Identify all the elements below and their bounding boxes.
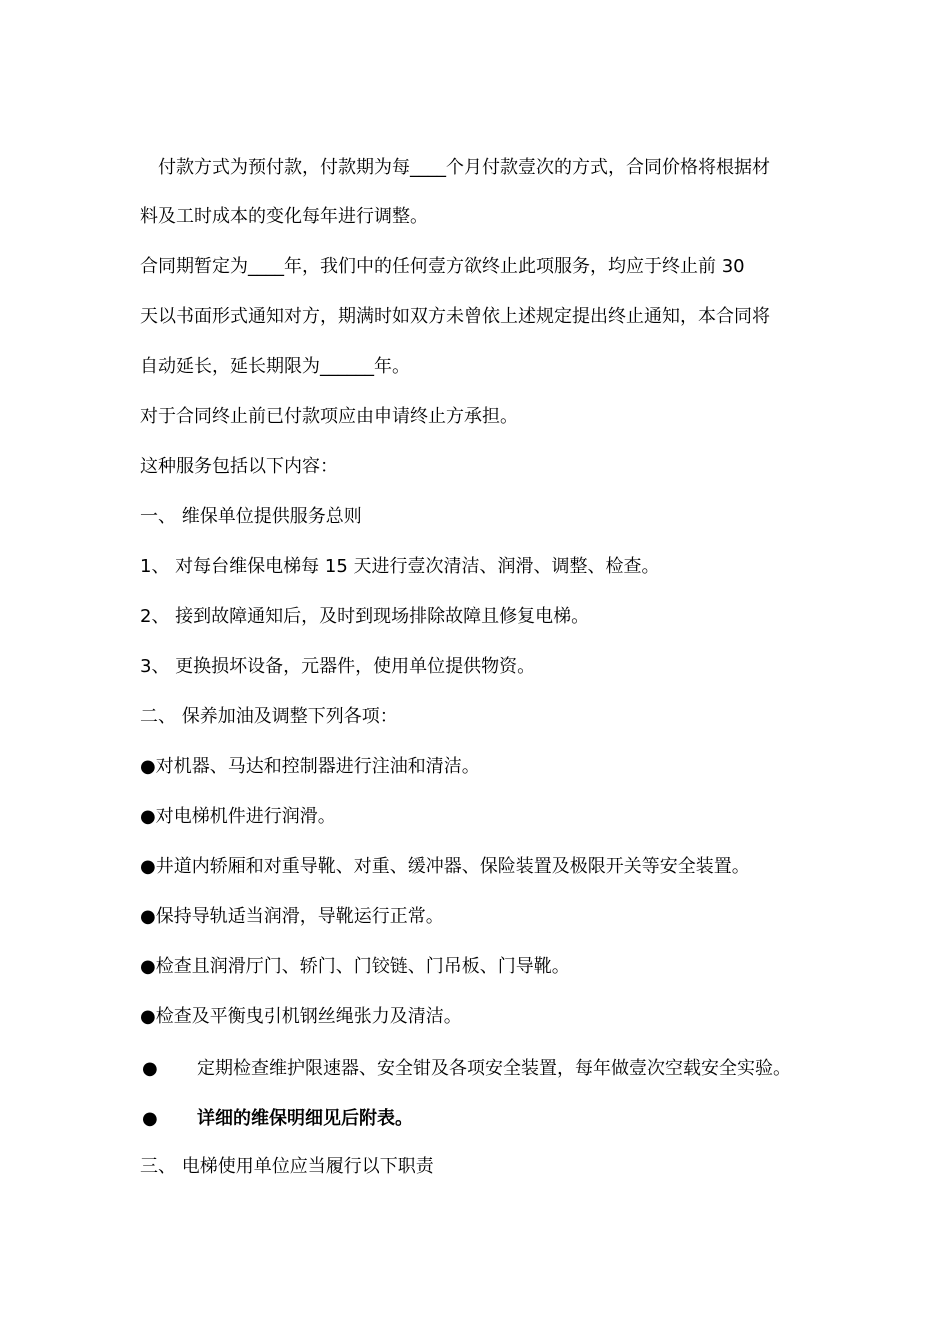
section-heading-2: 二、 保养加油及调整下列各项： <box>140 706 398 727</box>
list-item-2: 2、 接到故障通知后，及时到现场排除故障且修复电梯。 <box>140 606 590 627</box>
bullet-marker-governor: ● <box>142 1058 158 1079</box>
paragraph-term-line2: 天以书面形式通知对方，期满时如双方未曾依上述规定提出终止通知，本合同将 <box>140 306 770 327</box>
bullet-item-governor: 定期检查维护限速器、安全钳及各项安全装置，每年做壹次空载安全实验。 <box>197 1058 791 1079</box>
paragraph-term-line1: 合同期暂定为____年，我们中的任何壹方欲终止此项服务，均应于终止前 30 <box>140 256 745 277</box>
section-heading-3: 三、 电梯使用单位应当履行以下职责 <box>140 1156 434 1177</box>
bullet-item-shaft: ●井道内轿厢和对重导靴、对重、缓冲器、保险装置及极限开关等安全装置。 <box>140 856 750 877</box>
bullet-item-machine: ●对机器、马达和控制器进行注油和清洁。 <box>140 756 480 777</box>
list-item-3: 3、 更换损坏设备，元器件，使用单位提供物资。 <box>140 656 536 677</box>
bullet-item-ropes: ●检查及平衡曳引机钢丝绳张力及清洁。 <box>140 1006 462 1027</box>
bullet-item-appendix: 详细的维保明细见后附表。 <box>197 1108 413 1129</box>
paragraph-term-line3: 自动延长，延长期限为______年。 <box>140 356 410 377</box>
paragraph-termination-fee: 对于合同终止前已付款项应由申请终止方承担。 <box>140 406 518 427</box>
list-item-1: 1、 对每台维保电梯每 15 天进行壹次清洁、润滑、调整、检查。 <box>140 556 660 577</box>
paragraph-payment-line1: 付款方式为预付款，付款期为每____个月付款壹次的方式，合同价格将根据材 <box>158 157 770 178</box>
bullet-marker-appendix: ● <box>142 1108 158 1129</box>
paragraph-payment-line2: 料及工时成本的变化每年进行调整。 <box>140 206 428 227</box>
section-heading-1: 一、 维保单位提供服务总则 <box>140 506 362 527</box>
bullet-item-doors: ●检查且润滑厅门、轿门、门铰链、门吊板、门导靴。 <box>140 956 570 977</box>
bullet-item-lubrication: ●对电梯机件进行润滑。 <box>140 806 336 827</box>
paragraph-service-intro: 这种服务包括以下内容： <box>140 456 338 477</box>
bullet-item-rails: ●保持导轨适当润滑，导靴运行正常。 <box>140 906 444 927</box>
